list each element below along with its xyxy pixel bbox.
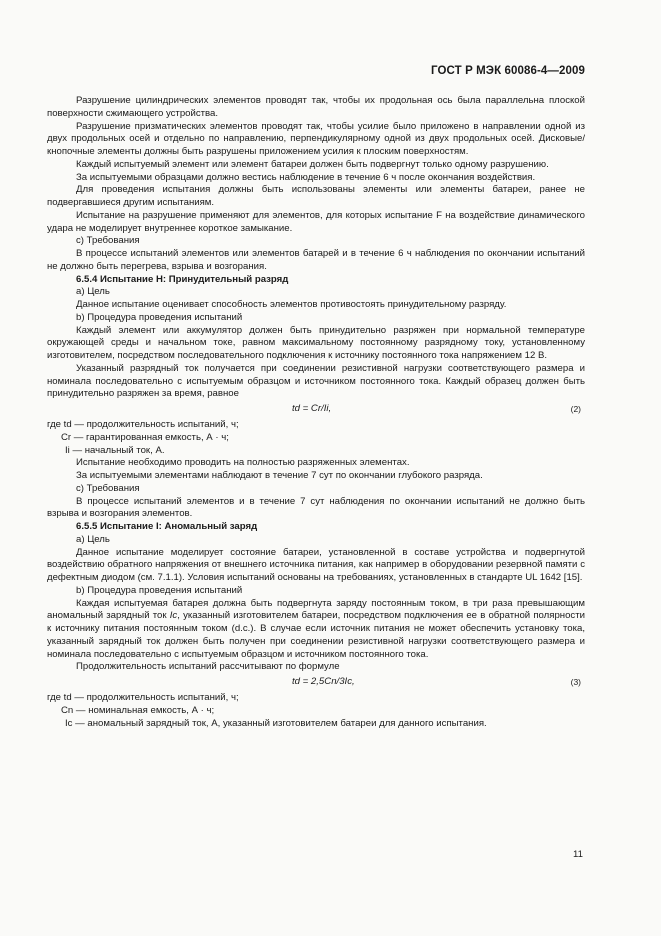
paragraph: Данное испытание моделирует состояние батареи, установленной в составе устройства и подвергнутой воздействию обратного напряжения от внешнего источника питания, как например в оборудовании резервной памяти с дефектным диодом (см. 7.1.1). Условия испытаний основаны на требованиях, установленных в стандарте UL 1642 [15]. — [47, 546, 585, 583]
formula-2 — [47, 403, 585, 417]
definition: Cn — номинальная емкость, А · ч; — [61, 704, 215, 716]
paragraph: Испытание необходимо проводить на полностью разряженных элементах. — [76, 457, 410, 469]
paragraph: За испытуемыми элементами наблюдают в течение 7 сут по окончании глубокого разряда. — [76, 470, 483, 481]
text-run: , указанный изготовителем батареи, посредством подключения ее в обратной полярности к источнику питания постоянным током (d.c.). В случае если источник питания не может обеспечить установку тока, указанный зарядный ток должен быть получен при соединении резистивной нагрузки соответствующего размера и номинала последовательно с испытуемым образцом и источником постоянного тока. — [47, 610, 585, 660]
paragraph: Данное испытание оценивает способность элементов противостоять принудительному разряду. — [76, 299, 507, 310]
subsection-label: b) Процедура проведения испытаний — [76, 311, 243, 323]
paragraph: В процессе испытаний элементов или элементов батарей и в течение 6 ч наблюдения по окончании испытаний не должно быть перегрева, взрыва и возгорания. — [47, 248, 585, 272]
subsection-label: b) Процедура проведения испытаний — [76, 584, 243, 596]
section-heading: 6.5.5 Испытание I: Аномальный заряд — [76, 521, 258, 532]
formula-3 — [47, 676, 585, 690]
formula-number: (2) — [570, 404, 581, 414]
paragraph: За испытуемыми образцами должно вестись наблюдение в течение 6 ч после окончания воздействия. — [76, 171, 536, 183]
definition: Ic — аномальный зарядный ток, А, указанный изготовителем батареи для данного испытания. — [65, 717, 487, 729]
document-header: ГОСТ Р МЭК 60086-4—2009 — [431, 65, 585, 77]
paragraph: Указанный разрядный ток получается при соединении резистивной нагрузки соответствующего размера и номинала последовательно с испытуемым образцом и источником постоянного тока. Каждый образец должен быть принудительно разряжен за время, равное — [47, 362, 585, 400]
document-body — [47, 95, 585, 730]
definition: Cr — гарантированная емкость, А · ч; — [61, 431, 229, 443]
paragraph: Каждый элемент или аккумулятор должен быть принудительно разряжен при нормальной температуре окружающей среды и начальном токе, равном максимальному постоянному разрядному току, установленному изготовителем, посредством последовательного подключения к источнику постоянного тока напряжением 12 В. — [47, 324, 585, 361]
paragraph: Для проведения испытания должны быть использованы элементы или элементы батареи, ранее не подвергавшиеся другим испытаниям. — [47, 184, 585, 208]
text-run: Каждая испытуемая батарея должна быть подвергнута заряду постоянным током, в три раза превышающим аномальный зарядный ток — [47, 597, 585, 622]
paragraph: Разрушение цилиндрических элементов проводят так, чтобы их продольная ось была параллельна плоской поверхности сжимающего устройства. — [47, 95, 585, 119]
formula-expression: td = Cr/Ii, — [292, 403, 332, 414]
subsection-label: c) Требования — [76, 235, 140, 247]
paragraph: Каждый испытуемый элемент или элемент батареи должен быть подвергнут только одному разрушению. — [76, 158, 549, 170]
paragraph: В процессе испытаний элементов и в течение 7 сут наблюдения по окончании испытаний не должно быть взрыва и возгорания элементов. — [47, 495, 585, 520]
paragraph — [47, 598, 585, 662]
subsection-label: a) Цель — [76, 286, 110, 298]
definition: где td — продолжительность испытаний, ч; — [47, 419, 239, 430]
paragraph: Испытание на разрушение применяют для элементов, для которых испытание F на воздействие динамического удара не моделирует внутреннее короткое замыкание. — [47, 209, 585, 234]
formula-number: (3) — [570, 677, 581, 687]
paragraph: Продолжительность испытаний рассчитывают по формуле — [76, 661, 340, 673]
symbol-ic: Ic — [169, 610, 178, 622]
definition: Ii — начальный ток, А. — [65, 444, 165, 456]
section-heading: 6.5.4 Испытание H: Принудительный разряд — [76, 273, 289, 285]
formula-expression: td = 2,5Cn/3Ic, — [292, 676, 355, 687]
page-number: 11 — [573, 849, 583, 860]
subsection-label: a) Цель — [76, 533, 110, 545]
subsection-label: c) Требования — [76, 482, 140, 494]
definition: где td — продолжительность испытаний, ч; — [47, 692, 239, 703]
paragraph: Разрушение призматических элементов проводят так, чтобы усилие было приложено в направлении одной из двух продольных осей и отдельно по направлению, перпендикулярному одной из двух продольных осей. Дисковые/кнопочные элементы должны быть разрушены приложением усилия к плоским поверхностям. — [47, 120, 585, 157]
